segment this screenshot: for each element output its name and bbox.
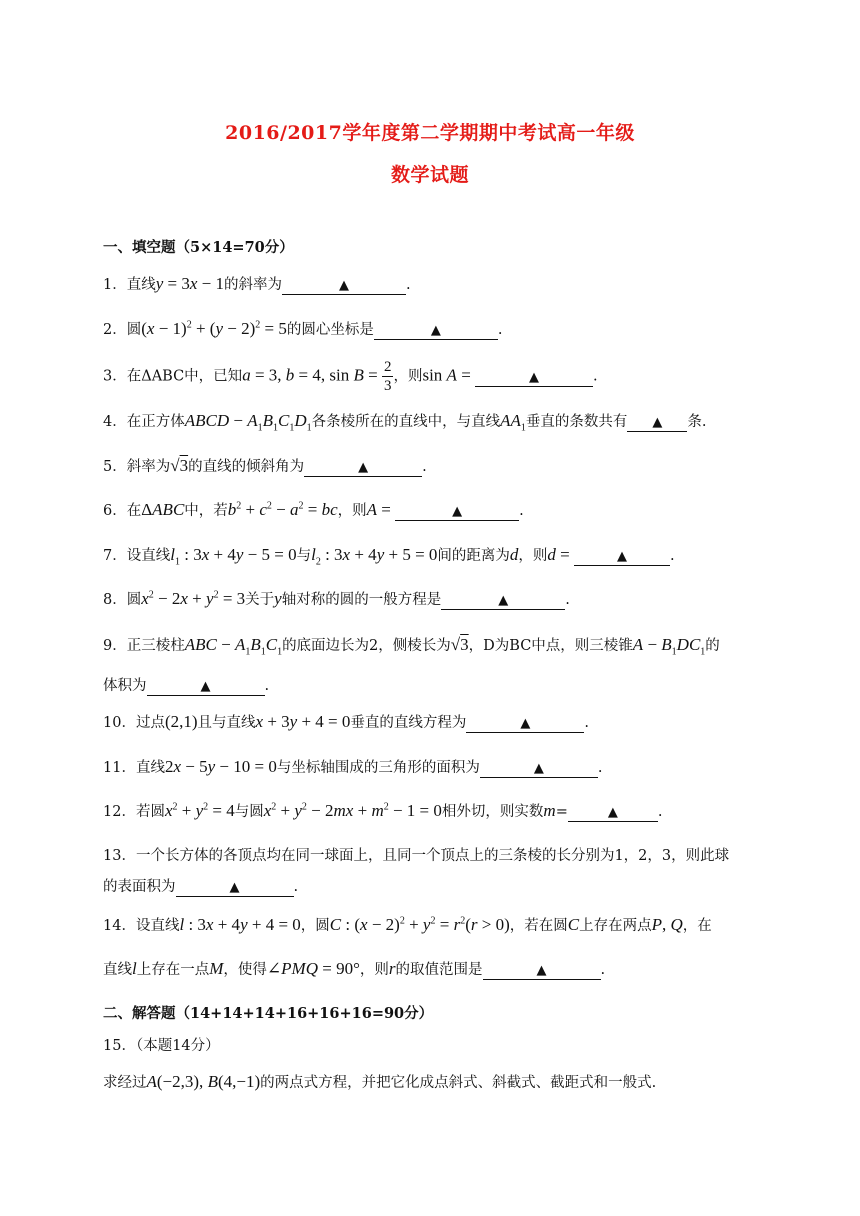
- answer-blank: ▲: [304, 460, 422, 477]
- question-8: 8．圆$x^2 - 2x + y^2 = 3$关于y轴对称的圆的一般方程是 ▲ .: [103, 589, 570, 608]
- answer-blank: ▲: [374, 323, 498, 340]
- question-13: 13．一个长方体的各顶点均在同一球面上，且同一个顶点上的三条棱的长分别为1，2，3，则此球: [103, 848, 730, 864]
- question-7: 7．设直线$l_1$ : 3x + 4y − 5 = 0与$l_2$ : 3x + 4y + 5 = 0间的距离为d，则d = ▲ .: [103, 545, 675, 568]
- question-9-line2: 体积为 ▲ .: [103, 678, 270, 694]
- answer-blank: ▲: [176, 880, 294, 897]
- question-15-header: 15．（本题14分）: [103, 1038, 220, 1054]
- answer-blank: ▲: [480, 761, 598, 778]
- question-14-line2: 直线l上存在一点M，使得∠PMQ = 90°，则r的取值范围是 ▲ .: [103, 959, 606, 978]
- question-10: 10．过点(2,1)且与直线x + 3y + 4 = 0垂直的直线方程为 ▲ .: [103, 712, 590, 731]
- exam-subtitle: 数学试题: [390, 164, 469, 186]
- answer-blank: ▲: [441, 593, 565, 610]
- section-fill-in: 一、填空题（5×14=70分）: [103, 239, 294, 256]
- answer-blank: ▲: [282, 278, 406, 295]
- question-15: 求经过A(−2,3), B(4,−1)的两点式方程，并把它化成点斜式、斜截式、截距式和一般式.: [103, 1072, 657, 1091]
- section-solutions: 二、解答题（14+14+14+16+16+16=90分）: [103, 1005, 434, 1022]
- answer-blank: ▲: [574, 549, 670, 566]
- question-1: 1．直线y = 3x − 1的斜率为 ▲ .: [103, 274, 411, 293]
- question-3: 3．在ΔABC中，已知a = 3, b = 4, sin B = $\frac{2}{3}$ ，则sin A = ▲ .: [103, 359, 598, 394]
- answer-blank: ▲: [483, 963, 601, 980]
- question-12: 12．若圆$x^2 + y^2 = 4$与圆$x^2 + y^2 - 2mx + m^2 - 1 = 0$相外切，则实数m= ▲ .: [103, 801, 663, 820]
- answer-blank: ▲: [466, 716, 584, 733]
- question-14: 14．设直线l : 3x + 4y + 4 = 0，圆C : $(x - 2)^2 + y^2 = r^2(r > 0)$，若在圆C上存在两点P, Q，在: [103, 915, 712, 934]
- answer-blank: ▲: [147, 679, 265, 696]
- question-9: 9．正三棱柱ABC − $A_1B_1C_1$的底面边长为2，侧棱长为√3，D为BC中点，则三棱锥$A - B_1DC_1$的: [103, 635, 720, 658]
- question-2: 2．圆$(x - 1)^2 + (y - 2)^2 = 5$的圆心坐标是 ▲ .: [103, 319, 503, 338]
- exam-title: 2016/2017学年度第二学期期中考试高一年级: [225, 122, 635, 144]
- answer-blank: ▲: [627, 415, 687, 432]
- answer-blank: ▲: [395, 504, 519, 521]
- question-5: 5．斜率为√3的直线的倾斜角为 ▲ .: [103, 456, 427, 475]
- answer-blank: ▲: [475, 370, 593, 387]
- question-4: 4．在正方体ABCD − $A_1B_1C_1D_1$各条棱所在的直线中，与直线$AA_1$垂直的条数共有 ▲ 条.: [103, 411, 707, 434]
- answer-blank: ▲: [568, 805, 658, 822]
- question-13-line2: 的表面积为 ▲ .: [103, 879, 299, 895]
- question-11: 11．直线2x − 5y − 10 = 0与坐标轴围成的三角形的面积为 ▲ .: [103, 757, 603, 776]
- question-6: 6．在ΔABC中，若$b^2 + c^2 - a^2$ = bc，则A = ▲ .: [103, 500, 524, 519]
